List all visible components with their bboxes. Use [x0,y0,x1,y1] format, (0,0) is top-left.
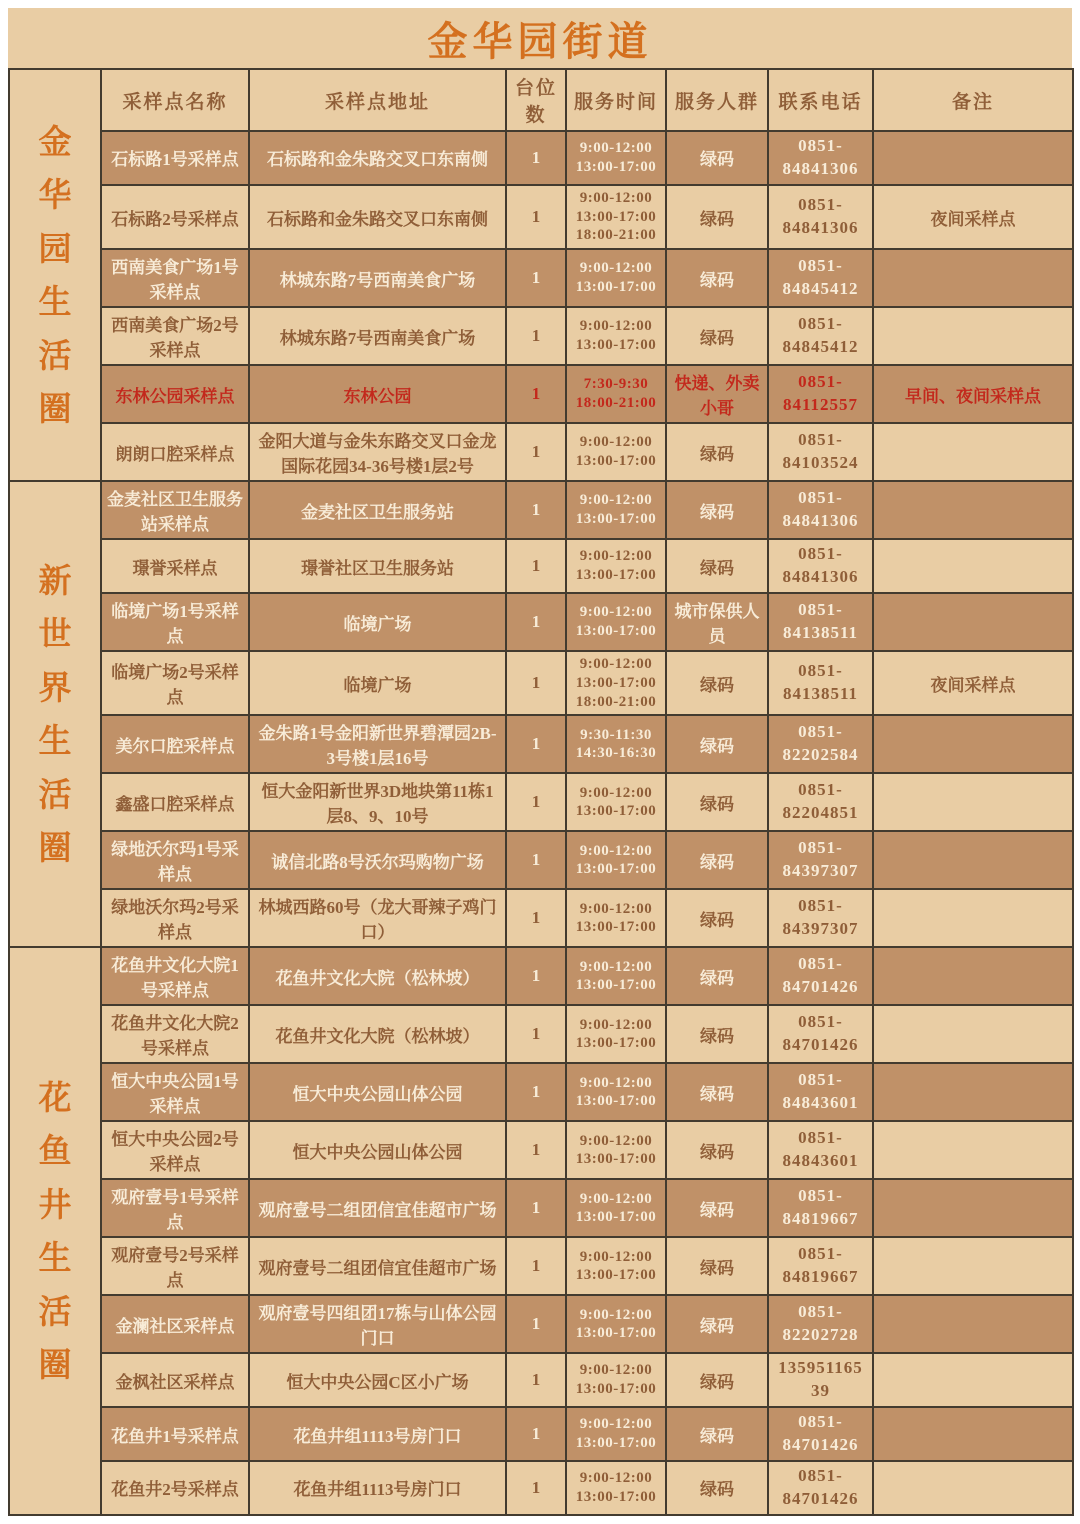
cell-address: 璟誉社区卫生服务站 [249,539,506,593]
cell-stations: 1 [506,651,566,715]
cell-service-group: 绿码 [666,831,768,889]
cell-service-group: 绿码 [666,889,768,947]
cell-name: 金枫社区采样点 [101,1353,249,1407]
cell-remark [873,1179,1073,1237]
cell-service-group: 绿码 [666,423,768,481]
cell-phone: 0851-84138511 [768,651,873,715]
table-row [9,1005,1073,1063]
cell-service-time: 9:00-12:00 13:00-17:00 [566,1121,666,1179]
table-row [9,131,1073,185]
cell-service-time: 9:00-12:00 13:00-17:00 [566,1353,666,1407]
cell-address: 林城东路7号西南美食广场 [249,307,506,365]
cell-service-group: 绿码 [666,1461,768,1515]
cell-stations: 1 [506,481,566,539]
cell-service-group: 绿码 [666,1407,768,1461]
cell-service-time: 9:00-12:00 13:00-17:00 [566,889,666,947]
cell-service-group: 绿码 [666,1353,768,1407]
cell-remark: 夜间采样点 [873,651,1073,715]
cell-service-time: 9:00-12:00 13:00-17:00 [566,1237,666,1295]
cell-phone: 0851-82202728 [768,1295,873,1353]
table-row [9,1179,1073,1237]
cell-phone: 0851-84701426 [768,1407,873,1461]
cell-service-group: 快递、外卖小哥 [666,365,768,423]
cell-remark [873,131,1073,185]
table-row [9,715,1073,773]
cell-service-time: 9:00-12:00 13:00-17:00 [566,249,666,307]
cell-service-group: 绿码 [666,1179,768,1237]
cell-name: 花鱼井文化大院1号采样点 [101,947,249,1005]
table-row [9,1461,1073,1515]
cell-stations: 1 [506,1295,566,1353]
cell-address: 恒大金阳新世界3D地块第11栋1层8、9、10号 [249,773,506,831]
cell-phone: 0851-82204851 [768,773,873,831]
title-band [8,8,1072,68]
cell-name: 璟誉采样点 [101,539,249,593]
cell-phone: 13595116539 [768,1353,873,1407]
cell-phone: 0851-84112557 [768,365,873,423]
cell-address: 花鱼井文化大院（松林坡） [249,947,506,1005]
cell-remark [873,1121,1073,1179]
table-row [9,593,1073,651]
cell-address: 金麦社区卫生服务站 [249,481,506,539]
cell-address: 恒大中央公园山体公园 [249,1063,506,1121]
cell-name: 恒大中央公园2号采样点 [101,1121,249,1179]
cell-service-group: 绿码 [666,185,768,249]
cell-stations: 1 [506,131,566,185]
cell-name: 恒大中央公园1号采样点 [101,1063,249,1121]
column-header-name: 采样点名称 [101,69,249,131]
section-label [9,947,101,1515]
column-header-remark: 备注 [873,69,1073,131]
cell-service-time: 9:00-12:00 13:00-17:00 [566,831,666,889]
cell-service-time: 9:00-12:00 13:00-17:00 [566,773,666,831]
cell-name: 金澜社区采样点 [101,1295,249,1353]
cell-phone: 0851-84841306 [768,539,873,593]
table-row [9,1063,1073,1121]
cell-name: 观府壹号1号采样点 [101,1179,249,1237]
cell-service-time: 9:00-12:00 13:00-17:00 [566,1179,666,1237]
cell-address: 林城西路60号（龙大哥辣子鸡门口） [249,889,506,947]
cell-stations: 1 [506,423,566,481]
cell-name: 西南美食广场2号采样点 [101,307,249,365]
cell-address: 林城东路7号西南美食广场 [249,249,506,307]
cell-stations: 1 [506,365,566,423]
cell-phone: 0851-84701426 [768,947,873,1005]
table-row [9,1237,1073,1295]
cell-address: 观府壹号四组团17栋与山体公园门口 [249,1295,506,1353]
cell-service-time: 9:30-11:30 14:30-16:30 [566,715,666,773]
cell-address: 恒大中央公园C区小广场 [249,1353,506,1407]
cell-address: 临境广场 [249,593,506,651]
cell-service-group: 绿码 [666,307,768,365]
table-row [9,249,1073,307]
cell-address: 诚信北路8号沃尔玛购物广场 [249,831,506,889]
table-row [9,307,1073,365]
cell-remark [873,947,1073,1005]
column-header-address: 采样点地址 [249,69,506,131]
cell-name: 美尔口腔采样点 [101,715,249,773]
cell-name: 石标路1号采样点 [101,131,249,185]
cell-stations: 1 [506,1407,566,1461]
table-row [9,185,1073,249]
cell-name: 绿地沃尔玛1号采样点 [101,831,249,889]
cell-service-group: 绿码 [666,1237,768,1295]
sampling-points-table [8,68,1074,1516]
cell-address: 观府壹号二组团信宜佳超市广场 [249,1179,506,1237]
cell-service-group: 绿码 [666,715,768,773]
column-header-service-group: 服务人群 [666,69,768,131]
cell-phone: 0851-84845412 [768,307,873,365]
cell-phone: 0851-84845412 [768,249,873,307]
cell-name: 花鱼井2号采样点 [101,1461,249,1515]
cell-address: 花鱼井组1113号房门口 [249,1407,506,1461]
cell-stations: 1 [506,889,566,947]
cell-phone: 0851-84819667 [768,1237,873,1295]
table-row [9,831,1073,889]
cell-service-time: 9:00-12:00 13:00-17:00 [566,539,666,593]
cell-stations: 1 [506,593,566,651]
section-label-text: 金华园生活圈 [38,122,72,427]
cell-service-group: 绿码 [666,481,768,539]
cell-service-time: 9:00-12:00 13:00-17:00 [566,307,666,365]
cell-remark [873,249,1073,307]
cell-service-group: 绿码 [666,1121,768,1179]
table-row [9,539,1073,593]
cell-stations: 1 [506,1237,566,1295]
cell-remark [873,773,1073,831]
cell-stations: 1 [506,539,566,593]
cell-stations: 1 [506,715,566,773]
cell-phone: 0851-84819667 [768,1179,873,1237]
cell-service-group: 绿码 [666,773,768,831]
cell-phone: 0851-84701426 [768,1461,873,1515]
cell-stations: 1 [506,249,566,307]
table-row [9,481,1073,539]
cell-remark [873,1295,1073,1353]
cell-service-group: 绿码 [666,1063,768,1121]
table-row [9,365,1073,423]
cell-stations: 1 [506,1063,566,1121]
cell-service-time: 7:30-9:30 18:00-21:00 [566,365,666,423]
cell-name: 朗朗口腔采样点 [101,423,249,481]
cell-phone: 0851-84841306 [768,131,873,185]
cell-stations: 1 [506,185,566,249]
table-row [9,1407,1073,1461]
cell-name: 绿地沃尔玛2号采样点 [101,889,249,947]
cell-phone: 0851-84843601 [768,1121,873,1179]
cell-phone: 0851-84397307 [768,889,873,947]
cell-name: 临境广场2号采样点 [101,651,249,715]
cell-name: 临境广场1号采样点 [101,593,249,651]
cell-service-time: 9:00-12:00 13:00-17:00 [566,1295,666,1353]
cell-remark [873,715,1073,773]
cell-name: 东林公园采样点 [101,365,249,423]
cell-remark [873,1407,1073,1461]
cell-name: 鑫盛口腔采样点 [101,773,249,831]
cell-stations: 1 [506,1353,566,1407]
cell-service-group: 绿码 [666,539,768,593]
cell-phone: 0851-84397307 [768,831,873,889]
cell-address: 花鱼井文化大院（松林坡） [249,1005,506,1063]
cell-remark [873,307,1073,365]
cell-service-time: 9:00-12:00 13:00-17:00 [566,1005,666,1063]
cell-remark [873,1005,1073,1063]
cell-name: 观府壹号2号采样点 [101,1237,249,1295]
cell-address: 观府壹号二组团信宜佳超市广场 [249,1237,506,1295]
cell-phone: 0851-84843601 [768,1063,873,1121]
table-row [9,423,1073,481]
cell-service-group: 绿码 [666,249,768,307]
cell-remark [873,1063,1073,1121]
table-row [9,1295,1073,1353]
cell-address: 金阳大道与金朱东路交叉口金龙国际花园34-36号楼1层2号 [249,423,506,481]
cell-address: 临境广场 [249,651,506,715]
cell-service-group: 绿码 [666,947,768,1005]
cell-service-group: 绿码 [666,651,768,715]
cell-phone: 0851-84841306 [768,185,873,249]
cell-remark: 早间、夜间采样点 [873,365,1073,423]
cell-name: 西南美食广场1号采样点 [101,249,249,307]
cell-service-time: 9:00-12:00 13:00-17:00 18:00-21:00 [566,185,666,249]
cell-stations: 1 [506,307,566,365]
cell-stations: 1 [506,1461,566,1515]
section-label-text: 新世界生活圈 [38,561,72,867]
cell-service-time: 9:00-12:00 13:00-17:00 [566,1407,666,1461]
cell-stations: 1 [506,773,566,831]
cell-address: 花鱼井组1113号房门口 [249,1461,506,1515]
cell-remark [873,593,1073,651]
cell-service-time: 9:00-12:00 13:00-17:00 [566,947,666,1005]
cell-phone: 0851-84841306 [768,481,873,539]
cell-stations: 1 [506,1179,566,1237]
cell-remark [873,1237,1073,1295]
cell-service-group: 绿码 [666,1295,768,1353]
table-row [9,1121,1073,1179]
cell-address: 东林公园 [249,365,506,423]
cell-service-group: 绿码 [666,131,768,185]
column-header-service-time: 服务时间 [566,69,666,131]
cell-name: 花鱼井文化大院2号采样点 [101,1005,249,1063]
cell-phone: 0851-84138511 [768,593,873,651]
cell-name: 石标路2号采样点 [101,185,249,249]
cell-address: 石标路和金朱路交叉口东南侧 [249,185,506,249]
cell-remark [873,1353,1073,1407]
cell-stations: 1 [506,1005,566,1063]
table-row [9,1353,1073,1407]
cell-address: 金朱路1号金阳新世界碧潭园2B-3号楼1层16号 [249,715,506,773]
cell-address: 恒大中央公园山体公园 [249,1121,506,1179]
cell-remark [873,481,1073,539]
table-row [9,651,1073,715]
cell-name: 花鱼井1号采样点 [101,1407,249,1461]
cell-service-time: 9:00-12:00 13:00-17:00 18:00-21:00 [566,651,666,715]
cell-stations: 1 [506,831,566,889]
table-row [9,947,1073,1005]
cell-remark [873,889,1073,947]
cell-service-time: 9:00-12:00 13:00-17:00 [566,131,666,185]
cell-remark [873,831,1073,889]
cell-address: 石标路和金朱路交叉口东南侧 [249,131,506,185]
table-row [9,773,1073,831]
cell-phone: 0851-84701426 [768,1005,873,1063]
column-header-phone: 联系电话 [768,69,873,131]
section-label [9,481,101,947]
cell-stations: 1 [506,947,566,1005]
table-row [9,889,1073,947]
cell-remark [873,1461,1073,1515]
cell-service-time: 9:00-12:00 13:00-17:00 [566,1063,666,1121]
cell-phone: 0851-82202584 [768,715,873,773]
section-label-text: 花鱼井生活圈 [38,1078,72,1383]
page-title: 金华园街道 [427,19,653,64]
cell-stations: 1 [506,1121,566,1179]
cell-service-time: 9:00-12:00 13:00-17:00 [566,1461,666,1515]
cell-service-group: 城市保供人员 [666,593,768,651]
cell-service-time: 9:00-12:00 13:00-17:00 [566,423,666,481]
header-row [9,69,1073,131]
cell-service-time: 9:00-12:00 13:00-17:00 [566,481,666,539]
cell-remark [873,539,1073,593]
cell-service-time: 9:00-12:00 13:00-17:00 [566,593,666,651]
cell-name: 金麦社区卫生服务站采样点 [101,481,249,539]
column-header-stations: 台位数 [506,69,566,131]
cell-service-group: 绿码 [666,1005,768,1063]
cell-remark: 夜间采样点 [873,185,1073,249]
section-label [9,69,101,481]
cell-phone: 0851-84103524 [768,423,873,481]
cell-remark [873,423,1073,481]
